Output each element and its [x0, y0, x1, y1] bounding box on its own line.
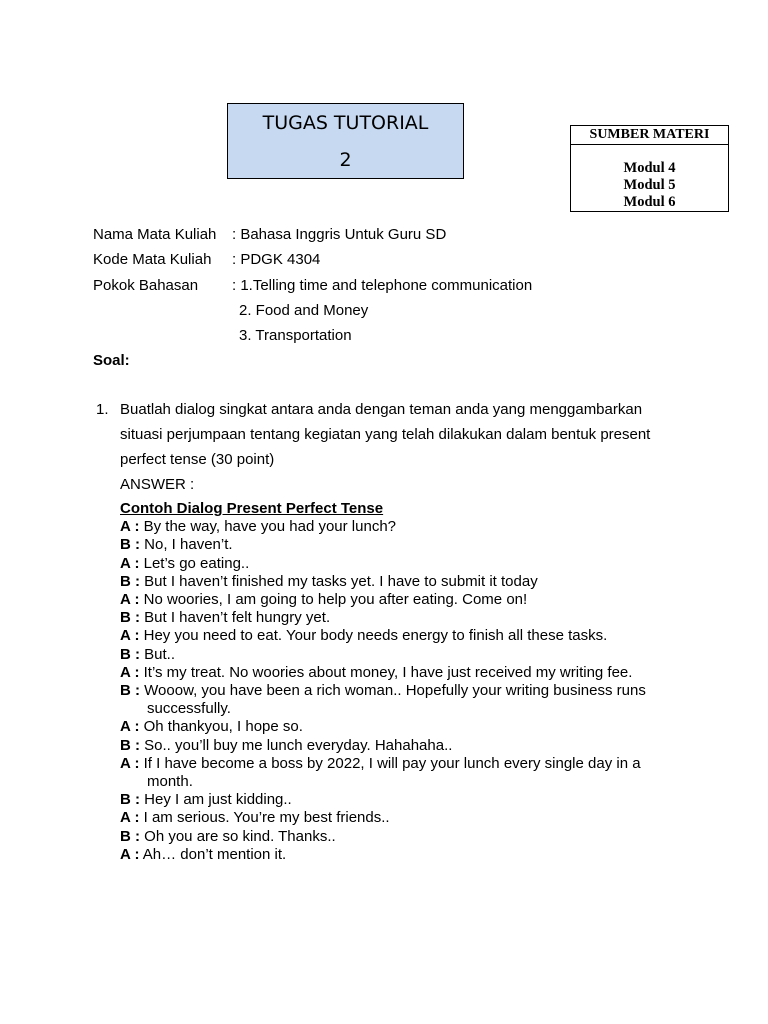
nama-value: : Bahasa Inggris Untuk Guru SD [232, 226, 447, 243]
question-text-line: perfect tense (30 point) [120, 451, 275, 468]
dialog-speaker: B : [120, 572, 140, 590]
dialog-line [120, 573, 680, 591]
module-item: Modul 4 [623, 160, 676, 176]
dialog-text: It’s my treat. No woories about money, I have just received my writing fee. [139, 663, 633, 681]
nama-row [93, 222, 532, 247]
dialog-lines [120, 518, 680, 864]
dialog-text: By the way, have you had your lunch? [139, 518, 396, 536]
dialog-speaker: A : [120, 754, 140, 772]
dialog-speaker: A : [120, 718, 140, 736]
pokok-row [93, 273, 532, 298]
question-text-line: situasi perjumpaan tentang kegiatan yang telah dilakukan dalam bentuk present [120, 426, 651, 443]
dialog-text: If I have become a boss by 2022, I will pay your lunch every single day in a month. [139, 754, 641, 791]
dialog-speaker: A : [120, 845, 140, 863]
question-body [120, 397, 676, 497]
dialog-speaker: B : [120, 736, 140, 754]
dialog-line [120, 809, 680, 827]
sumber-materi-heading: SUMBER MATERI [571, 126, 728, 145]
title-line-1: TUGAS TUTORIAL [262, 112, 429, 134]
course-info [93, 222, 532, 374]
dialog-line [120, 828, 680, 846]
dialog-speaker: A : [120, 518, 140, 536]
dialog-speaker: A : [120, 663, 140, 681]
pokok-label: Pokok Bahasan [93, 276, 199, 294]
dialog-speaker: B : [120, 682, 140, 700]
dialog-text: Hey you need to eat. Your body needs energy to finish all these tasks. [139, 627, 608, 645]
nama-label: Nama Mata Kuliah [93, 226, 217, 243]
dialog-line [120, 718, 680, 736]
dialog-title: Contoh Dialog Present Perfect Tense [120, 500, 384, 517]
title-box [227, 103, 464, 179]
dialog-line [120, 682, 680, 718]
dialog-speaker: B : [120, 791, 140, 809]
dialog-speaker: B : [120, 645, 140, 663]
question-text-line: Buatlah dialog singkat antara anda dengan teman anda yang menggambarkan [120, 401, 643, 418]
dialog-speaker: A : [120, 627, 140, 645]
dialog-speaker: B : [120, 827, 140, 845]
question-number: 1. [96, 401, 109, 418]
module-item: Modul 5 [623, 177, 676, 193]
dialog-text: I am serious. You’re my best friends.. [139, 809, 390, 827]
pokok-value-1: : 1.Telling time and telephone communication [232, 276, 533, 294]
dialog-line [120, 664, 680, 682]
dialog-text: But I haven’t finished my tasks yet. I have to submit it today [140, 572, 538, 590]
pokok-value-3: 3. Transportation [239, 327, 352, 345]
dialog-speaker: A : [120, 554, 140, 572]
dialog-text: But.. [140, 645, 176, 663]
module-item: Modul 6 [623, 194, 676, 210]
dialog-text: Hey I am just kidding.. [140, 791, 292, 809]
kode-label: Kode Mata Kuliah [93, 251, 212, 269]
dialog-line [120, 791, 680, 809]
dialog-line [120, 536, 680, 554]
dialog-speaker: B : [120, 536, 140, 554]
dialog-line [120, 555, 680, 573]
dialog-text: Ah… don’t mention it. [139, 845, 287, 863]
dialog-text: No woories, I am going to help you after eating. Come on! [139, 591, 528, 609]
dialog-text: But I haven’t felt hungry yet. [140, 609, 331, 627]
module-list [571, 145, 728, 211]
answer-label: ANSWER : [120, 476, 195, 493]
title-line-2: 2 [339, 149, 352, 171]
dialog-line [120, 609, 680, 627]
dialog-text: Let’s go eating.. [139, 554, 250, 572]
dialog-speaker: B : [120, 609, 140, 627]
dialog-line [120, 846, 680, 864]
dialog-line [120, 518, 680, 536]
dialog-text: Oh you are so kind. Thanks.. [140, 827, 336, 845]
dialog-line [120, 755, 680, 791]
kode-value: : PDGK 4304 [232, 251, 321, 269]
soal-heading: Soal: [93, 352, 130, 370]
dialog-line [120, 627, 680, 645]
dialog-text: So.. you’ll buy me lunch everyday. Hahahaha.. [140, 736, 453, 754]
dialog-text: Oh thankyou, I hope so. [139, 718, 303, 736]
dialog-line [120, 591, 680, 609]
dialog-text: No, I haven’t. [140, 536, 233, 554]
sumber-materi-box [570, 125, 729, 212]
dialog-line [120, 646, 680, 664]
dialog-text: Wooow, you have been a rich woman.. Hopefully your writing business runs successfully. [140, 682, 646, 718]
kode-row [93, 247, 532, 272]
question-1 [96, 397, 676, 497]
dialog-speaker: A : [120, 809, 140, 827]
dialog-speaker: A : [120, 591, 140, 609]
dialog-line [120, 737, 680, 755]
pokok-value-2: 2. Food and Money [239, 301, 369, 319]
dialog-section [120, 500, 680, 864]
